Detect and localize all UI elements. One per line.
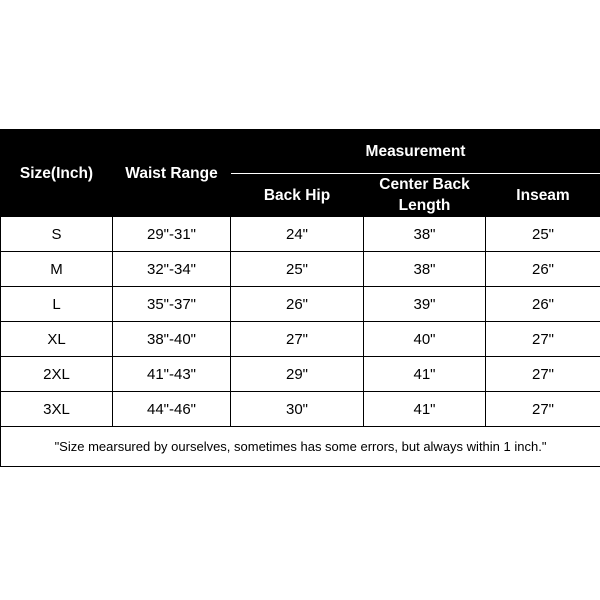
note-row xyxy=(1,427,600,467)
table-row xyxy=(1,287,600,322)
table-row xyxy=(1,252,600,287)
cell-center-back: 41" xyxy=(364,357,486,392)
cell-inseam: 27" xyxy=(486,357,600,392)
header-size: Size(Inch) xyxy=(1,130,113,217)
cell-waist: 44"-46" xyxy=(113,392,231,427)
cell-back-hip: 24" xyxy=(231,217,364,252)
table-row xyxy=(1,217,600,252)
cell-center-back: 38" xyxy=(364,217,486,252)
cell-waist: 38"-40" xyxy=(113,322,231,357)
table-row xyxy=(1,392,600,427)
size-note: "Size mearsured by ourselves, sometimes has some errors, but always within 1 inch." xyxy=(1,427,600,467)
cell-size: XL xyxy=(1,322,113,357)
cell-back-hip: 30" xyxy=(231,392,364,427)
table-row xyxy=(1,322,600,357)
cell-center-back: 38" xyxy=(364,252,486,287)
header-center-back-length xyxy=(364,174,486,217)
cell-waist: 35"-37" xyxy=(113,287,231,322)
cell-size: 3XL xyxy=(1,392,113,427)
cell-size: L xyxy=(1,287,113,322)
cell-inseam: 27" xyxy=(486,322,600,357)
header-waist-range: Waist Range xyxy=(113,130,231,217)
header-center-back-line2: Length xyxy=(398,197,451,214)
cell-waist: 29"-31" xyxy=(113,217,231,252)
cell-back-hip: 25" xyxy=(231,252,364,287)
header-center-back-line1: Center Back xyxy=(379,176,470,193)
header-row xyxy=(1,130,600,174)
cell-size: 2XL xyxy=(1,357,113,392)
cell-size: S xyxy=(1,217,113,252)
cell-inseam: 26" xyxy=(486,252,600,287)
size-table xyxy=(0,129,600,467)
header-inseam: Inseam xyxy=(486,174,600,217)
header-back-hip: Back Hip xyxy=(231,174,364,217)
cell-center-back: 39" xyxy=(364,287,486,322)
cell-center-back: 41" xyxy=(364,392,486,427)
cell-waist: 41"-43" xyxy=(113,357,231,392)
size-chart xyxy=(0,129,600,467)
cell-back-hip: 29" xyxy=(231,357,364,392)
cell-waist: 32"-34" xyxy=(113,252,231,287)
cell-back-hip: 26" xyxy=(231,287,364,322)
cell-back-hip: 27" xyxy=(231,322,364,357)
header-measurement-group: Measurement xyxy=(231,130,600,174)
cell-inseam: 26" xyxy=(486,287,600,322)
cell-size: M xyxy=(1,252,113,287)
cell-center-back: 40" xyxy=(364,322,486,357)
cell-inseam: 27" xyxy=(486,392,600,427)
table-row xyxy=(1,357,600,392)
cell-inseam: 25" xyxy=(486,217,600,252)
